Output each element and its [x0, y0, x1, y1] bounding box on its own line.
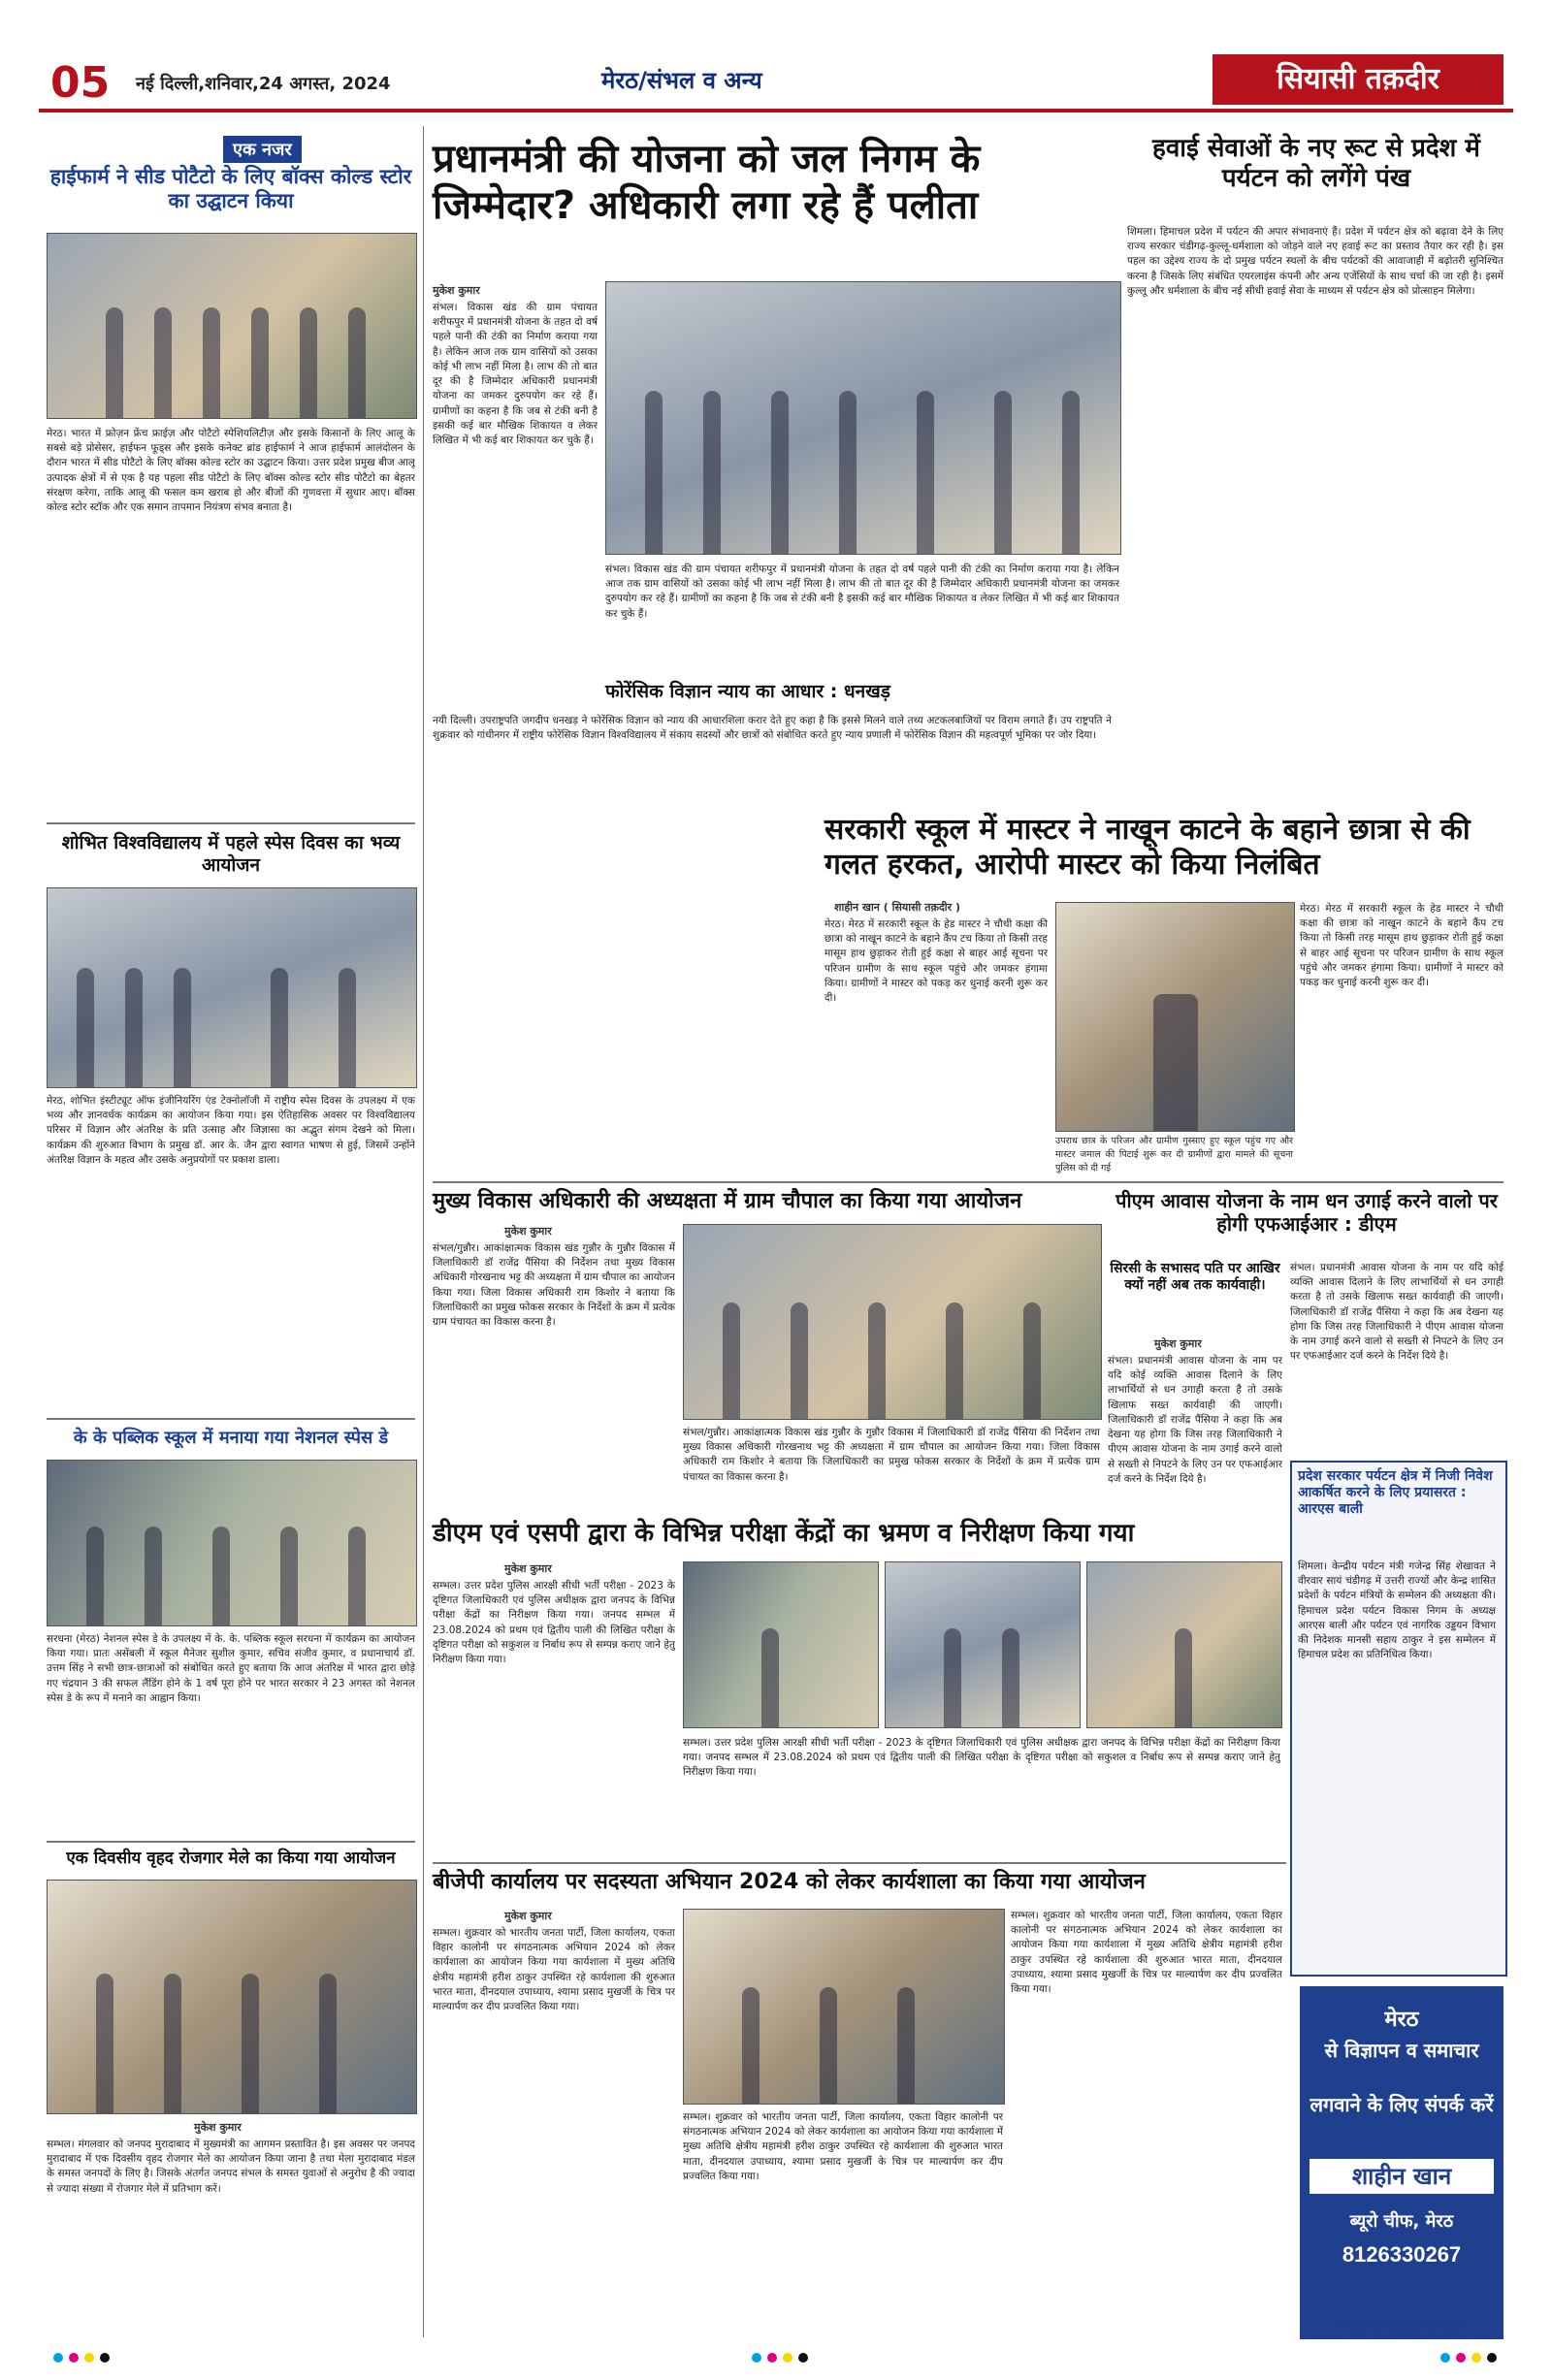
dm-photo-2: [885, 1561, 1081, 1728]
dm-photo-1: [683, 1561, 879, 1728]
divider: [433, 1862, 1286, 1864]
forensic-title: फोरेंसिक विज्ञान न्याय का आधार : धनखड़: [605, 681, 890, 702]
ad-tagline: से विज्ञापन व समाचार: [1324, 2039, 1479, 2062]
main-headline: प्रधानमंत्री की योजना को जल निगम के जिम्मेदार? अधिकारी लगा रहे हैं पलीता: [433, 137, 981, 228]
bjp-headline: बीजेपी कार्यालय पर सदस्यता अभियान 2024 को लेकर कार्यशाला का किया गया आयोजन: [433, 1870, 1146, 1894]
issue-date: नई दिल्ली,शनिवार,24 अगस्त, 2024: [136, 74, 391, 94]
air-body: शिमला। हिमाचल प्रदेश में पर्यटन की अपार संभावनाएं हैं। प्रदेश में पर्यटन क्षेत्र को बढ़ावा देने के लिए राज्य सरकार चंडीगढ़-कुल्लू-धर्मशाला को जोड़ने वाले नए हवाई रूट का प्रस्ताव तैयार कर रही है। इस पहल का उद्देश्य राज्य के दो प्रमुख पर्यटन स्थलों के बीच पर्यटकों की आवाजाही में बढ़ोतरी सुनिश्चित करना है जिसके लिए संबंधित एयरलाइंस कंपनी और अन्य एजेंसियों के साथ चर्चा की जा रही है। इसमें कुल्लू और धर्मशाला के बीच नई सीधी हवाई सेवा के माध्यम से पर्यटन क्षेत्र को प्रोत्साहन मिलेगा।: [1127, 226, 1504, 297]
ad-phone[interactable]: 8126330267: [1342, 2242, 1462, 2267]
dm-headline: डीएम एवं एसपी द्वारा के विभिन्न परीक्षा केंद्रों का भ्रमण व निरीक्षण किया गया: [433, 1519, 1135, 1548]
ad-email[interactable]: sheen2045@gmail.com: [1337, 2320, 1467, 2333]
article-4-byline: मुकेश कुमार: [194, 2121, 242, 2134]
school-caption: उपराध छात्र के परिजन और ग्रामीण गुस्साए हुए स्कूल पहुंच गए और मास्टर जमाल की पिटाई शुरू कर दी ग्रामीणों द्वारा मामले की सूचना पुलिस को दी गई: [1055, 1136, 1293, 1174]
main-photo: [605, 281, 1121, 555]
article-2-body: मेरठ, शोभित इंस्टीट्यूट ऑफ इंजीनियरिंग एंड टेक्नोलॉजी में राष्ट्रीय स्पेस दिवस के उपलक्ष्य में एक भव्य और ज्ञानवर्धक कार्यक्रम का आयोजन किया गया। इस ऐतिहासिक अवसर पर विश्वविद्यालय परिसर में विज्ञान और अंतरिक्ष के प्रति उत्साह और जिज्ञासा का अद्भुत संगम देखने को मिला। कार्यक्रम की शुरुआत विभाग के प्रमुख डॉ. आर के. जैन द्वारा स्वागत भाषण से हुई, जिसमें उन्होंने अंतरिक्ष विज्ञान के महत्व और उसके अनुप्रयोगों पर प्रकाश डाला।: [47, 1095, 415, 1166]
brand-banner: सियासी तक़दीर: [1212, 54, 1504, 105]
pm-awas-headline: पीएम आवास योजना के नाम धन उगाई करने वालो पर होगी एफआईआर : डीएम: [1116, 1189, 1498, 1236]
section-title: मेरठ/संभल व अन्य: [601, 67, 762, 94]
choupal-headline: मुख्य विकास अधिकारी की अध्यक्षता में ग्राम चौपाल का किया गया आयोजन: [433, 1189, 1022, 1213]
article-2-photo: [47, 887, 417, 1088]
tourism-body: शिमला। केन्द्रीय पर्यटन मंत्री गजेन्द्र सिंह शेखावत ने वीरवार सायं चंडीगढ़ में उत्तरी राज्यों और केन्द्र शासित प्रदेशों के पर्यटन मंत्रियों के सम्मेलन की अध्यक्षता की। हिमाचल प्रदेश पर्यटन विकास निगम के अध्यक्ष आरएस बाली और पर्यटन एवं नागरिक उड्डयन विभाग की निदेशक मानसी सहाय ठाकुर ने इस सम्मेलन में हिमाचल प्रदेश का प्रतिनिधित्व किया।: [1298, 1560, 1496, 1661]
column-divider: [423, 126, 424, 2337]
dm-body: सम्भल। उत्तर प्रदेश पुलिस आरक्षी सीधी भर्ती परीक्षा - 2023 के दृष्टिगत जिलाधिकारी एवं पुलिस अधीक्षक द्वारा जनपद के विभिन्न परीक्षा केंद्रों का निरीक्षण किया गया। जनपद सम्भल में 23.08.2024 को प्रथम एवं द्वितीय पाली की लिखित परीक्षा के दृष्टिगत परीक्षा को सकुशल व निर्बाध रूप से सम्पन्न कराए जाने हेतु निरीक्षण किया गया।: [433, 1580, 675, 1666]
bjp-byline: मुकेश कुमार: [504, 1910, 552, 1922]
forensic-body: नयी दिल्ली। उपराष्ट्रपति जगदीप धनखड़ ने फोरेंसिक विज्ञान को न्याय की आधारशिला करार देते हुए कहा है कि इससे मिलने वाले तथ्य अटकलबाजियों पर विराम लगाते हैं। उप राष्ट्रपति ने शुक्रवार को गांधीनगर में राष्ट्रीय फोरेंसिक विज्ञान विश्वविद्यालय में संकाय सदस्यों और छात्रों को संबोधित करते हुए न्याय प्रणाली में फोरेंसिक विज्ञान की महत्वपूर्ण भूमिका पर जोर दिया।: [433, 715, 1112, 742]
divider: [47, 1418, 415, 1420]
article-3-body: सरधना (मेरठ) नेशनल स्पेस डे के उपलक्ष्य में के. के. पब्लिक स्कूल सरधना में कार्यक्रम का आयोजन किया गया। प्रातः असेंबली में स्कूल मैनेजर सुशील कुमार, सचिव संजीव कुमार, व प्रधानाचार्य डॉ. उत्तम सिंह ने सभी छात्र-छात्राओं को संबोधित करते हुए बताया कि आज अंतरिक्ष में भारत द्वारा छोड़े गए चंद्रयान 3 की सफल लैंडिंग होने के 1 वर्ष पूरा होने पर भारत सरकार ने 23 अगस्त को नेशनल स्पेस डे के रूप में मनाने का आह्वान किया।: [47, 1633, 415, 1704]
dm-byline: मुकेश कुमार: [504, 1562, 552, 1575]
dm-body-continued: सम्भल। उत्तर प्रदेश पुलिस आरक्षी सीधी भर्ती परीक्षा - 2023 के दृष्टिगत जिलाधिकारी एवं पुलिस अधीक्षक द्वारा जनपद के विभिन्न परीक्षा केंद्रों का निरीक्षण किया गया। जनपद सम्भल में 23.08.2024 को प्रथम एवं द्वितीय पाली की लिखित परीक्षा के दृष्टिगत परीक्षा को सकुशल व निर्बाध रूप से सम्पन्न कराए जाने हेतु निरीक्षण किया गया।: [683, 1737, 1280, 1779]
divider: [433, 1181, 1504, 1183]
main-body-continued: संभल। विकास खंड की ग्राम पंचायत शरीफपुर में प्रधानमंत्री योजना के तहत दो वर्ष पहले पानी की टंकी का निर्माण कराया गया है। लेकिन आज तक ग्राम वासियों को उसका कोई भी लाभ नहीं मिला है। लाभ की तो बात दूर की है जिम्मेदार अधिकारी प्रधानमंत्री योजना का जमकर दुरुपयोग कर रहे हैं। ग्रामीणों का कहना है कि जब से टंकी बनी है इसकी कई बार मौखिक शिकायत व लेकर लिखित में भी कई बार शिकायत कर चुके हैं।: [605, 563, 1119, 620]
bjp-body: सम्भल। शुक्रवार को भारतीय जनता पार्टी, जिला कार्यालय, एकता विहार कालोनी पर संगठनात्मक अभियान 2024 को लेकर कार्यशाला का आयोजन किया गया कार्यशाला में मुख्य अतिथि क्षेत्रीय महामंत्री हरीश ठाकुर उपस्थित रहे कार्यशाला की शुरुआत भारत माता, दीनदयाल उपाध्याय, श्यामा प्रसाद मुखर्जी के चित्र पर माल्यार्पण कर दीप प्रज्वलित किया गया।: [433, 1927, 675, 2013]
article-2-title: शोभित विश्वविद्यालय में पहले स्पेस दिवस का भव्य आयोजन: [61, 832, 401, 876]
choupal-photo: [683, 1224, 1102, 1420]
ad-city: मेरठ: [1384, 2008, 1419, 2032]
article-1-title: हाईफार्म ने सीड पोटैटो के लिए बॉक्स कोल्ड स्टोर का उद्घाटन किया: [49, 165, 412, 213]
pm-byline: मुकेश कुमार: [1154, 1337, 1202, 1350]
school-byline: शाहीन खान ( सियासी तक़दीर ): [834, 901, 960, 914]
pm-body: संभल। प्रधानमंत्री आवास योजना के नाम पर यदि कोई व्यक्ति आवास दिलाने के लिए लाभार्थियों से धन उगाही करता है तो उसके खिलाफ सख्त कार्यवाही की जाएगी। जिलाधिकारी डॉ राजेंद्र पैंसिया ने कहा कि अब देखना यह होगा कि जिस तरह जिलाधिकारी ने पीएम आवास योजना के नाम उगाई करने वालो से सख्ती से निपटने के लिए उन पर एफआईआर दर्ज करने के निर्देश दिये है।: [1108, 1355, 1282, 1485]
article-3-title: के के पब्लिक स्कूल में मनाया गया नेशनल स्पेस डे: [73, 1428, 389, 1448]
school-photo: [1055, 902, 1295, 1132]
school-headline: सरकारी स्कूल में मास्टर ने नाखून काटने के बहाने छात्रा से की गलत हरकत, आरोपी मास्टर को किया निलंबित: [824, 813, 1471, 882]
kicker-label: एक नजर: [223, 136, 302, 163]
choupal-byline: मुकेश कुमार: [504, 1225, 552, 1238]
dm-photo-3: [1086, 1561, 1282, 1728]
school-body-continued: मेरठ। मेरठ में सरकारी स्कूल के हेड मास्टर ने चौथी कक्षा की छात्रा को नाखून काटने के बहाने कैंप टच किया तो किसी तरह मासूम हाथ छुड़ाकर रोती हुई कक्षा से बाहर आई सूचना पर परिजन ग्रामीण के साथ स्कूल पहुंचे और जमकर हंगामा किया। ग्रामीणों ने मास्टर को पकड़ कर धुनाई करनी शुरू कर दी।: [1300, 903, 1504, 989]
choupal-body: संभल/गुन्नौर। आकांक्षात्मक विकास खंड गुन्नौर के गुन्नौर विकास में जिलाधिकारी डॉ राजेंद्र पैंसिया की निर्देशन तथा मुख्य विकास अधिकारी गोरखनाथ भट्ट की अध्यक्षता में ग्राम चौपाल का आयोजन किया गया। जिला विकास अधिकारी राम किशोर ने बताया कि जिलाधिकारी का प्रमुख फोकस सरकार के निर्देशों के क्रम में प्रत्येक ग्राम पंचायत का विकास करना है।: [433, 1242, 675, 1329]
main-body: संभल। विकास खंड की ग्राम पंचायत शरीफपुर में प्रधानमंत्री योजना के तहत दो वर्ष पहले पानी की टंकी का निर्माण कराया गया है। लेकिन आज तक ग्राम वासियों को उसका कोई भी लाभ नहीं मिला है। लाभ की तो बात दूर की है जिम्मेदार अधिकारी प्रधानमंत्री योजना का जमकर दुरुपयोग कर रहे हैं। ग्रामीणों का कहना है कि जब से टंकी बनी है इसकी कई बार मौखिक शिकायत व लेकर लिखित में भी कई बार शिकायत कर चुके हैं।: [433, 302, 598, 446]
choupal-body-continued: संभल/गुन्नौर। आकांक्षात्मक विकास खंड गुन्नौर के गुन्नौर विकास में जिलाधिकारी डॉ राजेंद्र पैंसिया की निर्देशन तथा मुख्य विकास अधिकारी गोरखनाथ भट्ट की अध्यक्षता में ग्राम चौपाल का आयोजन किया गया। जिला विकास अधिकारी राम किशोर ने बताया कि जिलाधिकारी का प्रमुख फोकस सरकार के निर्देशों के क्रम में प्रत्येक ग्राम पंचायत का विकास करना है।: [683, 1427, 1100, 1483]
article-4-body: सम्भल। मंगलवार को जनपद मुरादाबाद में मुख्यमंत्री का आगमन प्रस्तावित है। इस अवसर पर जनपद मुरादाबाद में एक दिवसीय वृहद रोजगार मेले का आयोजन किया जाना है तथा मेला मुरादाबाद मंडल के समस्त जनपदों के लिए है। जिसके अंतर्गत जनपद संभल के समस्त युवाओं से अनुरोध है की ज्यादा से ज्यादा संख्या में रोजगार मेले में प्रतिभाग करें।: [47, 2139, 415, 2195]
article-1-photo: [47, 233, 417, 419]
article-3-photo: [47, 1460, 417, 1626]
pm-body-continued: संभल। प्रधानमंत्री आवास योजना के नाम पर यदि कोई व्यक्ति आवास दिलाने के लिए लाभार्थियों से धन उगाही करता है तो उसके खिलाफ सख्त कार्यवाही की जाएगी। जिलाधिकारी डॉ राजेंद्र पैंसिया ने कहा कि अब देखना यह होगा कि जिस तरह जिलाधिकारी ने पीएम आवास योजना के नाम उगाई करने वालो से सख्ती से निपटने के लिए उन पर एफआईआर दर्ज करने के निर्देश दिये है।: [1290, 1262, 1504, 1363]
bjp-body-continued: सम्भल। शुक्रवार को भारतीय जनता पार्टी, जिला कार्यालय, एकता विहार कालोनी पर संगठनात्मक अभियान 2024 को लेकर कार्यशाला का आयोजन किया गया कार्यशाला में मुख्य अतिथि क्षेत्रीय महामंत्री हरीश ठाकुर उपस्थित रहे कार्यशाला की शुरुआत भारत माता, दीनदयाल उपाध्याय, श्यामा प्रसाद मुखर्जी के चित्र पर माल्यार्पण कर दीप प्रज्वलित किया गया।: [683, 2111, 1003, 2182]
ad-contact-name: शाहीन खान: [1310, 2159, 1494, 2194]
sirsi-headline: सिरसी के सभासद पति पर आखिर क्यों नहीं अब तक कार्यवाही।: [1110, 1261, 1280, 1293]
article-4-photo: [47, 1880, 417, 2114]
bjp-photo: [683, 1909, 1005, 2105]
article-1-body: मेरठ। भारत में फ्रोज़न फ्रेंच फ्राईज़ और पोटैटो स्पेशियलिटीज़ और इसके किसानों के लिए आलू के सबसे बड़े प्रोसेसर, हाईफन फूड्स और इसके कनेक्ट ब्रांड हाईफार्म ने आज हाईफार्म आलंदोलन के दौरान भारत में सीड पोटैटो के लिए बॉक्स कोल्ड स्टोर का उद्घाटन किया। उत्तर प्रदेश प्रमुख बीज आलू उत्पादक क्षेत्रों में से एक है यह पहला सीड पोटैटो के लिए बॉक्स कोल्ड स्टोर सीड पोटैटो का बेहतर संरक्षण करेगा, ताकि आलू की फसल कम खराब हो और बीजों की गुणवत्ता में सुधार आए। बॉक्स कोल्ड स्टोर स्टॉक और एक समान तापमान नियंत्रण संभव बनाता है।: [47, 428, 415, 514]
page-number: 05: [50, 58, 111, 108]
ad-contact-role: ब्यूरो चीफ, मेरठ: [1349, 2211, 1454, 2232]
tourism-headline: प्रदेश सरकार पर्यटन क्षेत्र में निजी निवेश आकर्षित करने के लिए प्रयासरत : आरएस बाली: [1298, 1468, 1493, 1517]
article-4-title: एक दिवसीय वृहद रोजगार मेले का किया गया आयोजन: [66, 1849, 396, 1868]
divider: [47, 822, 415, 824]
divider: [47, 1841, 415, 1843]
bjp-body-more: सम्भल। शुक्रवार को भारतीय जनता पार्टी, जिला कार्यालय, एकता विहार कालोनी पर संगठनात्मक अभियान 2024 को लेकर कार्यशाला का आयोजन किया गया कार्यशाला में मुख्य अतिथि क्षेत्रीय महामंत्री हरीश ठाकुर उपस्थित रहे कार्यशाला की शुरुआत भारत माता, दीनदयाल उपाध्याय, श्यामा प्रसाद मुखर्जी के चित्र पर माल्यार्पण कर दीप प्रज्वलित किया गया।: [1011, 1910, 1282, 1996]
print-registration-marks: [39, 2351, 1513, 2364]
main-byline: मुकेश कुमार: [433, 284, 480, 297]
school-body: मेरठ। मेरठ में सरकारी स्कूल के हेड मास्टर ने चौथी कक्षा की छात्रा को नाखून काटने के बहाने कैंप टच किया तो किसी तरह मासूम हाथ छुड़ाकर रोती हुई कक्षा से बाहर आई सूचना पर परिजन ग्रामीण के साथ स्कूल पहुंचे और जमकर हंगामा किया। ग्रामीणों ने मास्टर को पकड़ कर धुनाई करनी शुरू कर दी।: [824, 918, 1048, 1005]
ad-call-to-action: लगवाने के लिए संपर्क करें: [1310, 2093, 1494, 2116]
air-headline: हवाई सेवाओं के नए रूट से प्रदेश में पर्यटन को लगेंगे पंख: [1152, 134, 1480, 194]
